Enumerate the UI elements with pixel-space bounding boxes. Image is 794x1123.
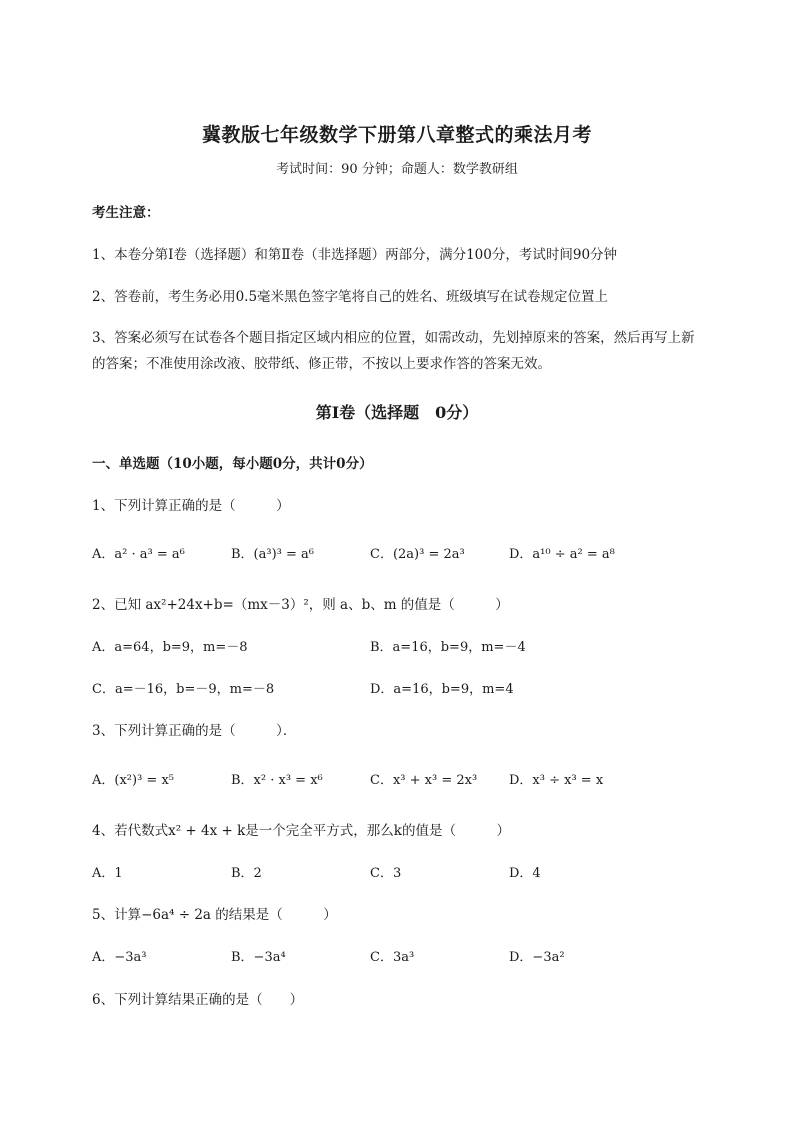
notice-item: 1、本卷分第Ⅰ卷（选择题）和第Ⅱ卷（非选择题）两部分，满分100分，考试时间90分钟: [92, 247, 618, 263]
notice-item: 2、答卷前，考生务必用0.5毫米黑色签字笔将自己的姓名、班级填写在试卷规定位置上: [92, 289, 609, 305]
option-c: C．x³ + x³ = 2x³: [370, 773, 478, 788]
option-b: B．a=16，b=9，m=－4: [370, 640, 526, 655]
page-title: 冀教版七年级数学下册第八章整式的乘法月考: [201, 124, 592, 146]
question-stem: 6、下列计算结果正确的是（ ）: [92, 992, 304, 1008]
part-title: 一、单选题（10小题，每小题0分，共计0分）: [92, 456, 373, 472]
option-b: B．2: [231, 866, 262, 881]
option-a: A．−3a³: [92, 950, 147, 965]
question-stem: 1、下列计算正确的是（ ）: [92, 498, 290, 514]
option-a: A．(x²)³ = x⁵: [92, 773, 174, 788]
option-d: D．x³ ÷ x³ = x: [509, 773, 604, 788]
option-c: C．3a³: [370, 950, 415, 965]
option-a: A．a² · a³ = a⁶: [92, 547, 185, 562]
option-b: B．−3a⁴: [231, 950, 286, 965]
option-b: B．(a³)³ = a⁶: [231, 547, 314, 562]
question-stem: 2、已知 ax²+24x+b=（mx－3）²，则 a、b、m 的值是（ ）: [92, 597, 509, 613]
notice-item: 的答案；不准使用涂改液、胶带纸、修正带，不按以上要求作答的答案无效。: [92, 356, 551, 372]
notice-item: 3、答案必须写在试卷各个题目指定区域内相应的位置，如需改动，先划掉原来的答案，然后再写上新: [92, 330, 695, 346]
option-b: B．x² · x³ = x⁶: [231, 773, 323, 788]
option-c: C．a=－16，b=－9，m=－8: [92, 682, 275, 697]
question-stem: 4、若代数式x² + 4x + k是一个完全平方式，那么k的值是（ ）: [92, 823, 510, 839]
question-stem: 5、计算−6a⁴ ÷ 2a 的结果是（ ）: [92, 907, 337, 923]
option-d: D．−3a²: [509, 950, 565, 965]
notice-heading: 考生注意：: [92, 205, 160, 221]
option-a: A．a=64，b=9，m=－8: [92, 640, 248, 655]
option-d: D．4: [509, 866, 541, 881]
option-c: C．(2a)³ = 2a³: [370, 547, 465, 562]
option-c: C．3: [370, 866, 402, 881]
section-title: 第Ⅰ卷（选择题 0分）: [315, 403, 479, 422]
option-a: A．1: [92, 866, 123, 881]
option-d: D．a¹⁰ ÷ a² = a⁸: [509, 547, 615, 562]
option-d: D．a=16，b=9，m=4: [370, 682, 514, 697]
exam-info: 考试时间：90 分钟；命题人：数学教研组: [276, 162, 518, 177]
question-stem: 3、下列计算正确的是（ ）．: [92, 723, 297, 739]
